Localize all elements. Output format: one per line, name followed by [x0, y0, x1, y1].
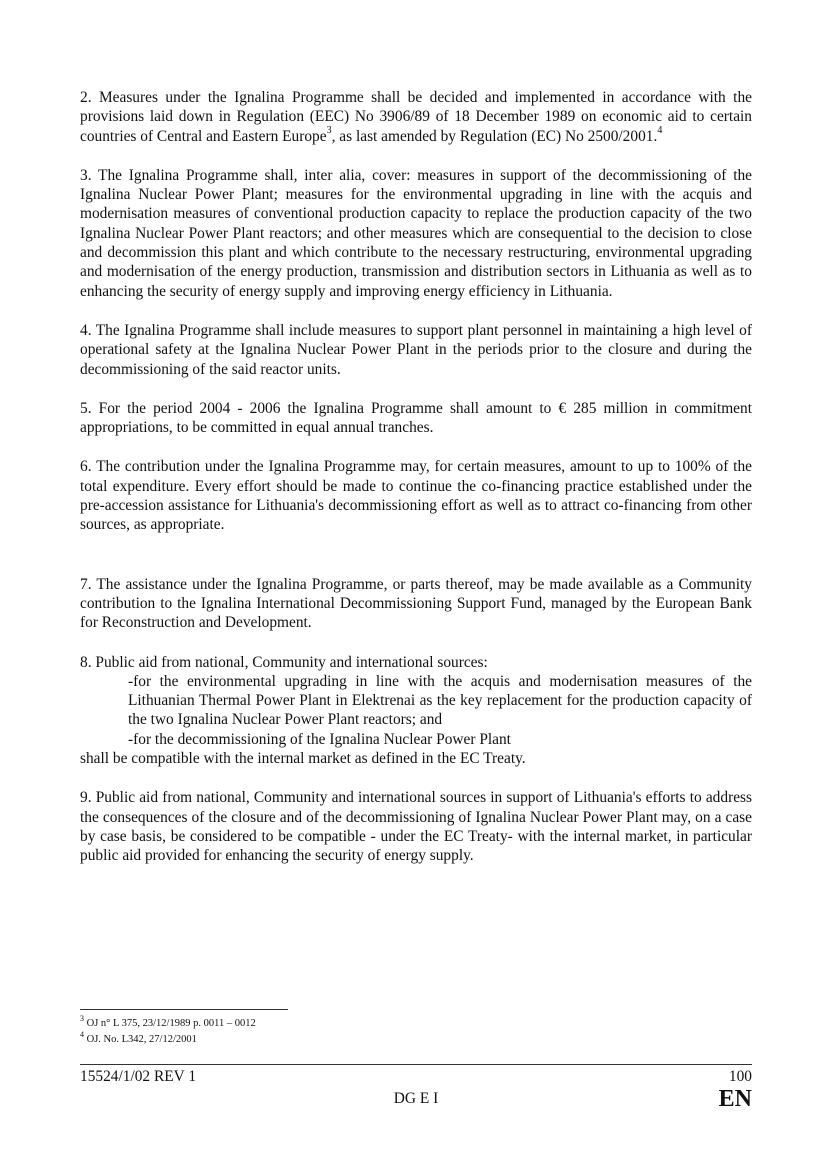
paragraph-7: 7. The assistance under the Ignalina Programme, or parts thereof, may be made available as a Community contribution to the Ignalina International Decommissioning Support Fund, managed by the European Bank for Reconstruction and Development. — [80, 575, 752, 632]
footnote-3 — [80, 1013, 256, 1032]
footnote-text: OJ n° L 375, 23/12/1989 p. 0011 – 0012 — [86, 1018, 256, 1029]
footnotes — [80, 1013, 256, 1048]
paragraph-2-text-cont: , as last amended by Regulation (EC) No 2500/2001. — [331, 127, 658, 145]
footnote-ref-3[interactable]: 3 — [326, 125, 332, 137]
footer-divider — [80, 1064, 752, 1065]
paragraph-4: 4. The Ignalina Programme shall include measures to support plant personnel in maintaining a high level of operational safety at the Ignalina Nuclear Power Plant in the periods prior to the closure and during the decommissioning of the said reactor units. — [80, 321, 752, 378]
paragraph-9: 9. Public aid from national, Community and international sources in support of Lithuania's efforts to address the consequences of the closure and of the decommissioning of Ignalina Nuclear Power Plant may, on a case by case basis, be considered to be compatible - under the EC Treaty- with the internal market, in particular public aid provided for enhancing the security of energy supply. — [80, 789, 752, 865]
footnote-number: 4 — [80, 1029, 84, 1039]
department-label: DG E I — [393, 1090, 439, 1107]
paragraph-6: 6. The contribution under the Ignalina Programme may, for certain measures, amount to up to 100% of the total expenditure. Every effort should be made to continue the co-financing practice established under the pre-accession assistance for Lithuania's decommissioning effort as well as to attract co-financing from other sources, as appropriate. — [80, 458, 752, 534]
document-body — [80, 88, 752, 866]
paragraph-8-item: -for the decommissioning of the Ignalina Nuclear Power Plant — [128, 730, 511, 748]
footnote-divider — [80, 1009, 288, 1010]
paragraph-8-item: -for the environmental upgrading in line with the acquis and modernisation measures of the Lithuanian Thermal Power Plant in Elektrenai as the key replacement for the production capacity of the two Ignalina Nuclear Power Plant reactors; and — [128, 672, 752, 729]
language-code: EN — [718, 1086, 752, 1112]
footnote-number: 3 — [80, 1013, 84, 1023]
paragraph-2 — [80, 88, 752, 146]
footnote-ref-4[interactable]: 4 — [657, 125, 663, 137]
paragraph-3: 3. The Ignalina Programme shall, inter alia, cover: measures in support of the decommissioning of the Ignalina Nuclear Power Plant; measures for the environmental upgrading in line with the acquis and modernisation measures of conventional production capacity to replace the production capacity of the two Ignalina Nuclear Power Plant reactors; and other measures which are consequential to the decision to close and decommission this plant and which contribute to the necessary restructuring, environmental upgrading and modernisation of the energy production, transmission and distribution sectors in Lithuania as well as to enhancing the security of energy supply and improving energy efficiency in Lithuania. — [80, 166, 752, 300]
footnote-4 — [80, 1029, 256, 1048]
document-reference: 15524/1/02 REV 1 — [80, 1068, 197, 1085]
page-number: 100 — [728, 1068, 752, 1085]
footnote-text: OJ. No. L342, 27/12/2001 — [86, 1034, 197, 1045]
paragraph-8-lead: 8. Public aid from national, Community and international sources: — [80, 653, 488, 671]
paragraph-2-text: 2. Measures under the Ignalina Programme shall be decided and implemented in accordance with the provisions laid down in Regulation (EEC) No 3906/89 of 18 December 1989 on economic aid to certain countries of Central and Eastern Europe — [80, 89, 752, 145]
paragraph-5: 5. For the period 2004 - 2006 the Ignalina Programme shall amount to € 285 million in commitment appropriations, to be committed in equal annual tranches. — [80, 399, 752, 437]
paragraph-8 — [80, 653, 752, 769]
paragraph-8-closing: shall be compatible with the internal market as defined in the EC Treaty. — [80, 750, 526, 768]
